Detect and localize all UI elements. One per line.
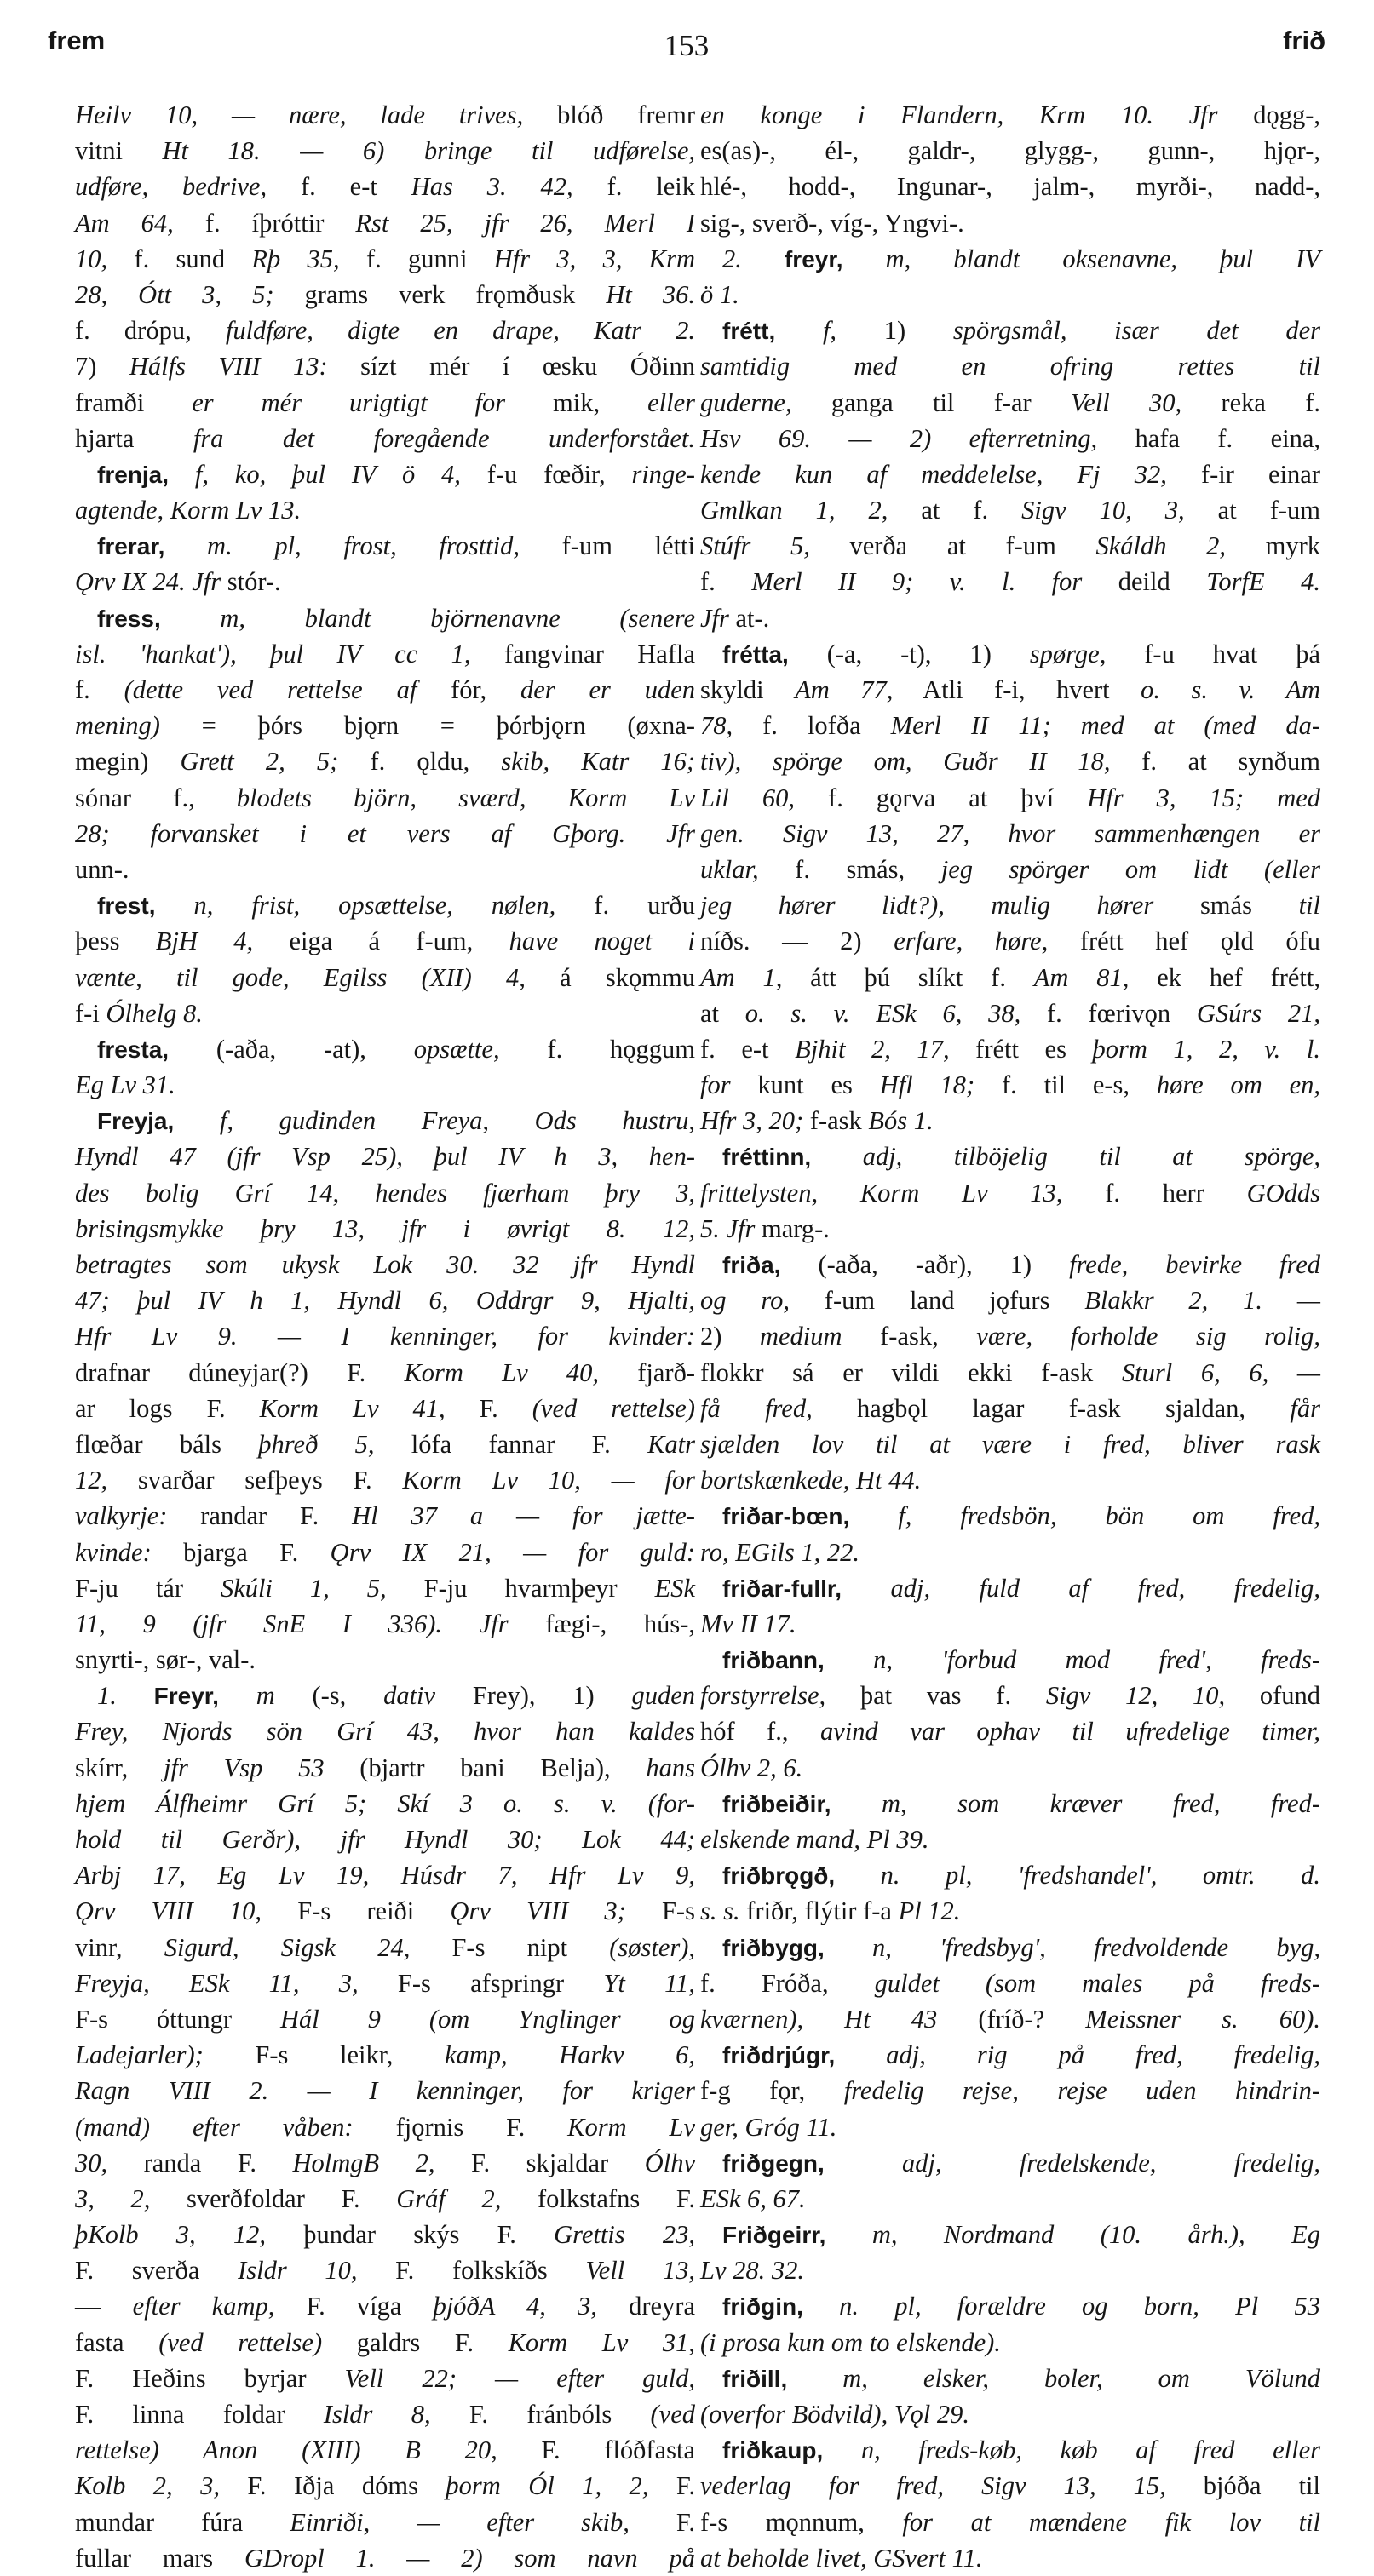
text-line: vitni Ht 18. — 6) bringe til udførelse,	[75, 136, 696, 166]
text-line: friðbeiðir, m, som kræver fred, fred-	[722, 1788, 1320, 1818]
text-line: friðbann, n, 'forbud mod fred', freds-	[722, 1645, 1320, 1675]
text-line: Am 1, átt þú slíkt f. Am 81, ek hef frétt,	[700, 962, 1320, 992]
text-line: samtidig med en ofring rettes til	[700, 352, 1320, 382]
text-line: frest, n, frist, opsættelse, nølen, f. urðu	[97, 891, 695, 921]
text-line: brisingsmykke þry 13, jfr i øvrigt 8. 12,	[75, 1213, 695, 1243]
text-line: Heilv 10, — nære, lade trives, blóð fremr	[75, 100, 695, 129]
text-line: 2. freyr, m, blandt oksenavne, þul IV	[722, 244, 1321, 273]
text-line: friðkaup, n, freds-køb, køb af fred eller	[722, 2435, 1320, 2465]
text-line: Ǫrv VIII 10, F-s reiði Ǫrv VIII 3; F-s	[75, 1896, 695, 1926]
text-line: 12, svarðar sefþeys F. Korm Lv 10, — for	[75, 1466, 696, 1495]
text-line: ö 1.	[700, 279, 739, 309]
text-line: Ragn VIII 2. — I kenninger, for kriger	[75, 2076, 695, 2106]
text-line: framði er mér urigtigt for mik, eller	[75, 387, 695, 417]
text-line: 2) medium f-ask, være, forholde sig rolig,	[700, 1322, 1320, 1351]
text-line: (mand) efter våben: fjǫrnis F. Korm Lv	[75, 2112, 695, 2142]
text-line: f-i Ólhelg 8.	[75, 998, 203, 1028]
text-line: — efter kamp, F. víga þjóðA 4, 3, dreyra	[75, 2292, 695, 2321]
text-line: 3, 2, sverðfoldar F. Gráf 2, folkstafns F.	[75, 2183, 695, 2213]
text-line: Lil 60, f. gǫrva at því Hfr 3, 15; med	[700, 783, 1321, 812]
text-line: 30, randa F. HolmgB 2, F. skjaldar Ólhv	[75, 2148, 695, 2177]
text-line: udføre, bedrive, f. e-t Has 3. 42, f. leik	[75, 172, 695, 202]
text-line: betragtes som ukysk Lok 30. 32 jfr Hyndl	[75, 1250, 695, 1279]
text-line: Ladejarler); F-s leikr, kamp, Harkv 6,	[75, 2040, 695, 2070]
text-line: hjarta fra det foregående underforstået.	[75, 423, 695, 453]
text-line: friðbygg, n, 'fredsbyg', fredvoldende byg,	[722, 1932, 1321, 1962]
text-line: Hyndl 47 (jfr Vsp 25), þul IV h 3, hen-	[75, 1142, 695, 1172]
text-line: F-ju tár Skúli 1, 5, F-ju hvarmþeyr ESk	[75, 1573, 695, 1603]
text-line: friðar-fullr, adj, fuld af fred, fredelig,	[722, 1573, 1320, 1603]
text-line: frerar, m. pl, frost, frosttid, f-um létti	[97, 531, 696, 561]
text-line: forstyrrelse, þat vas f. Sigv 12, 10, ofund	[700, 1681, 1320, 1711]
text-line: valkyrje: randar F. Hl 37 a — for jætte-	[75, 1501, 695, 1531]
text-line: Hsv 69. — 2) efterretning, hafa f. eina,	[700, 423, 1320, 453]
text-line: ESk 6, 67.	[700, 2183, 806, 2213]
text-line: (overfor Bödvild), Vǫl 29.	[700, 2400, 969, 2429]
text-line: friðar-bœn, f, fredsbön, bön om fred,	[722, 1501, 1320, 1531]
text-line: at beholde livet, GSvert 11.	[700, 2543, 983, 2573]
text-line: friðgegn, adj, fredelskende, fredelig,	[722, 2148, 1320, 2177]
right-column	[700, 97, 1321, 2573]
text-line: at o. s. v. ESk 6, 38, f. fœrivǫn GSúrs 21,	[700, 998, 1321, 1028]
text-line: frétta, (-a, -t), 1) spørge, f-u hvat þá	[722, 639, 1320, 668]
text-line: frittelysten, Korm Lv 13, f. herr GOdds	[700, 1178, 1320, 1208]
text-line: Kolb 2, 3, F. Iðja dóms þorm Ól 1, 2, F.	[75, 2471, 695, 2501]
text-line: Ólhv 2, 6.	[700, 1753, 803, 1782]
text-line: kværnen), Ht 43 (fríð-? Meissner s. 60).	[700, 2004, 1321, 2034]
text-line: megin) Grett 2, 5; f. ǫldu, skib, Katr 16;	[75, 747, 695, 777]
text-line: flokkr sá er vildi ekki f-ask Sturl 6, 6, —	[700, 1357, 1320, 1387]
text-line: en konge i Flandern, Krm 10. Jfr dǫgg-,	[700, 100, 1320, 129]
text-line: mundar fúra Einriði, — efter skib, F.	[75, 2507, 695, 2537]
text-line: gen. Sigv 13, 27, hvor sammenhængen er	[700, 818, 1320, 848]
text-line: 10, f. sund Rþ 35, f. gunni Hfr 3, 3, Krm	[75, 244, 695, 273]
text-line: Stúfr 5, verða at f-um Skáldh 2, myrk	[700, 531, 1320, 561]
text-line: bortskænkede, Ht 44.	[700, 1466, 922, 1495]
text-line: f. Fróða, guldet (som males på freds-	[700, 1968, 1320, 1998]
text-line: f-g fǫr, fredelig rejse, rejse uden hindrin-	[700, 2076, 1321, 2106]
text-line: hlé-, hodd-, Ingunar-, jalm-, myrði-, nadd-,	[700, 172, 1320, 202]
text-line: Mv II 17.	[700, 1609, 796, 1638]
text-line: guderne, ganga til f-ar Vell 30, reka f.	[700, 387, 1320, 417]
text-line: 78, f. lofða Merl II 11; med at (med da-	[700, 711, 1320, 741]
text-line: for kunt es Hfl 18; f. til e-s, høre om en,	[700, 1070, 1320, 1100]
text-line: sjælden lov til at være i fred, bliver rask	[700, 1429, 1320, 1459]
text-line: Arbj 17, Eg Lv 19, Húsdr 7, Hfr Lv 9,	[75, 1861, 695, 1890]
text-line: 7) Hálfs VIII 13: sízt mér í œsku Óðinn	[75, 352, 695, 382]
text-line: F. linna foldar Isldr 8, F. fránbóls (ved	[75, 2400, 695, 2429]
header-guide-word-right: frið	[1283, 26, 1325, 55]
text-line: Freyja, ESk 11, 3, F-s afspringr Yt 11,	[75, 1968, 695, 1998]
text-line: 5. Jfr marg-.	[700, 1213, 830, 1243]
text-line: friðill, m, elsker, boler, om Völund	[722, 2363, 1321, 2393]
text-line: Hfr Lv 9. — I kenninger, for kvinder:	[75, 1322, 695, 1351]
text-line: fullar mars GDropl 1. — 2) som navn på	[75, 2543, 695, 2573]
text-line: Friðgeirr, m, Nordmand (10. årh.), Eg	[722, 2220, 1320, 2250]
text-line: Jfr at-.	[700, 603, 770, 633]
text-line: skyldi Am 77, Atli f-i, hvert o. s. v. Am	[700, 675, 1320, 704]
text-line: kvinde: bjarga F. Ǫrv IX 21, — for guld:	[75, 1537, 695, 1567]
text-line: unn-.	[75, 854, 129, 884]
text-line: isl. 'hankat'), þul IV cc 1, fangvinar Hafla	[75, 639, 695, 668]
text-line: snyrti-, sør-, val-.	[75, 1645, 256, 1675]
text-line: uklar, f. smás, jeg spörger om lidt (eller	[700, 854, 1320, 884]
text-line: frétt, f, 1) spörgsmål, især det der	[722, 316, 1320, 346]
text-line: Am 64, f. íþróttir Rst 25, jfr 26, Merl I	[75, 208, 695, 238]
text-line: friðgin, n. pl, forældre og born, Pl 53	[722, 2292, 1320, 2321]
text-line: fasta (ved rettelse) galdrs F. Korm Lv 31,	[75, 2327, 696, 2357]
text-line: Gmlkan 1, 2, at f. Sigv 10, 3, at f-um	[700, 496, 1320, 525]
text-line: Eg Lv 31.	[75, 1070, 175, 1100]
text-line: Lv 28. 32.	[700, 2256, 804, 2286]
text-line: f-s mǫnnum, for at mændene fik lov til	[700, 2507, 1320, 2537]
text-line: vederlag for fred, Sigv 13, 15, bjóða til	[700, 2471, 1320, 2501]
text-line: sónar f., blodets björn, sværd, Korm Lv	[75, 783, 695, 812]
text-line: Frey, Njords sön Grí 43, hvor han kaldes	[75, 1717, 695, 1747]
text-line: kende kun af meddelelse, Fj 32, f-ir einar	[700, 459, 1320, 489]
header-guide-word-left: frem	[48, 26, 106, 55]
text-line: F. sverða Isldr 10, F. folkskíðs Vell 13,	[75, 2256, 695, 2286]
text-line: Hfr 3, 20; f-ask Bós 1.	[700, 1106, 934, 1136]
text-line: es(as)-, él-, galdr-, glygg-, gunn-, hjǫr-,	[700, 136, 1320, 166]
text-line: 47; þul IV h 1, Hyndl 6, Oddrgr 9, Hjalti,	[75, 1286, 695, 1316]
text-line: f. drópu, fuldføre, digte en drape, Katr 2.	[75, 316, 695, 346]
text-line: skírr, jfr Vsp 53 (bjartr bani Belja), hans	[75, 1753, 695, 1782]
text-line: hold til Gerðr), jfr Hyndl 30; Lok 44;	[75, 1825, 695, 1854]
text-line: elskende mand, Pl 39.	[700, 1825, 929, 1854]
text-line: 28; forvansket i et vers af Gþorg. Jfr	[75, 818, 695, 848]
left-column	[75, 97, 696, 2573]
text-line: få fred, hagbǫl lagar f-ask sjaldan, får	[700, 1393, 1320, 1423]
text-line: f. (dette ved rettelse af fór, der er uden	[75, 675, 695, 704]
text-line: Ǫrv IX 24. Jfr stór-.	[75, 567, 281, 597]
text-line: flœðar báls þhreð 5, lófa fannar F. Katr	[75, 1429, 695, 1459]
text-line: f. Merl II 9; v. l. for deild TorfE 4.	[700, 567, 1320, 597]
text-line: frenja, f, ko, þul IV ö 4, f-u fœðir, ringe-	[97, 459, 695, 489]
text-line: og ro, f-um land jǫfurs Blakkr 2, 1. —	[700, 1286, 1320, 1316]
text-line: jeg hører lidt?), mulig hører smás til	[700, 891, 1320, 921]
text-line: Freyja, f, gudinden Freya, Ods hustru,	[97, 1106, 695, 1136]
text-line: friðbrǫgð, n. pl, 'fredshandel', omtr. d.	[722, 1861, 1321, 1890]
page-header	[48, 26, 1325, 68]
text-line: hjem Álfheimr Grí 5; Skí 3 o. s. v. (for-	[75, 1788, 695, 1818]
text-line: agtende, Korm Lv 13.	[75, 496, 302, 525]
text-line: ro, EGils 1, 22.	[700, 1537, 859, 1567]
text-line: vænte, til gode, Egilss (XII) 4, á skǫmmu	[75, 962, 695, 992]
text-line: þess BjH 4, eiga á f-um, have noget i	[75, 927, 696, 956]
text-line: hóf f., avind var ophav til ufredelige timer,	[700, 1717, 1320, 1747]
text-line: fresta, (-aða, -at), opsætte, f. hǫggum	[97, 1034, 695, 1064]
text-line: níðs. — 2) erfare, høre, frétt hef ǫld ófu	[700, 927, 1321, 956]
text-line: (i prosa kun om to elskende).	[700, 2327, 1001, 2357]
text-line: tiv), spörge om, Guðr II 18, f. at synðum	[700, 747, 1320, 777]
text-line: fress, m, blandt björnenavne (senere	[97, 603, 696, 633]
text-line: ger, Gróg 11.	[700, 2112, 837, 2142]
text-line: des bolig Grí 14, hendes fjærham þry 3,	[75, 1178, 695, 1208]
text-line: s. s. friðr, flýtir f-a Pl 12.	[700, 1896, 961, 1926]
text-line: rettelse) Anon (XIII) B 20, F. flóðfasta	[75, 2435, 696, 2465]
text-line: F-s óttungr Hál 9 (om Ynglinger og	[75, 2004, 696, 2034]
text-line: þKolb 3, 12, þundar skýs F. Grettis 23,	[75, 2220, 696, 2250]
text-line: vinr, Sigurd, Sigsk 24, F-s nipt (søster),	[75, 1932, 696, 1962]
text-line: friðdrjúgr, adj, rig på fred, fredelig,	[722, 2040, 1320, 2070]
text-line: 1. Freyr, m (-s, dativ Frey), 1) guden	[97, 1681, 695, 1711]
page-number: 153	[664, 29, 710, 62]
text-line: f. e-t Bjhit 2, 17, frétt es þorm 1, 2, v. l.	[700, 1034, 1320, 1064]
text-line: fréttinn, adj, tilböjelig til at spörge,	[722, 1142, 1320, 1172]
text-line: sig-, sverð-, víg-, Yngvi-.	[700, 208, 964, 238]
text-line: 28, Ótt 3, 5; grams verk frǫmðusk Ht 36.	[75, 279, 695, 309]
text-line: friða, (-aða, -aðr), 1) frede, bevirke fred	[722, 1250, 1321, 1279]
text-line: mening) = þórs bjǫrn = þórbjǫrn (øxna-	[75, 711, 695, 741]
text-line: ar logs F. Korm Lv 41, F. (ved rettelse)	[75, 1393, 695, 1423]
text-line: drafnar dúneyjar(?) F. Korm Lv 40, fjarð-	[75, 1357, 695, 1387]
text-line: F. Heðins byrjar Vell 22; — efter guld,	[75, 2363, 695, 2393]
text-line: 11, 9 (jfr SnE I 336). Jfr fægi-, hús-,	[75, 1609, 695, 1638]
